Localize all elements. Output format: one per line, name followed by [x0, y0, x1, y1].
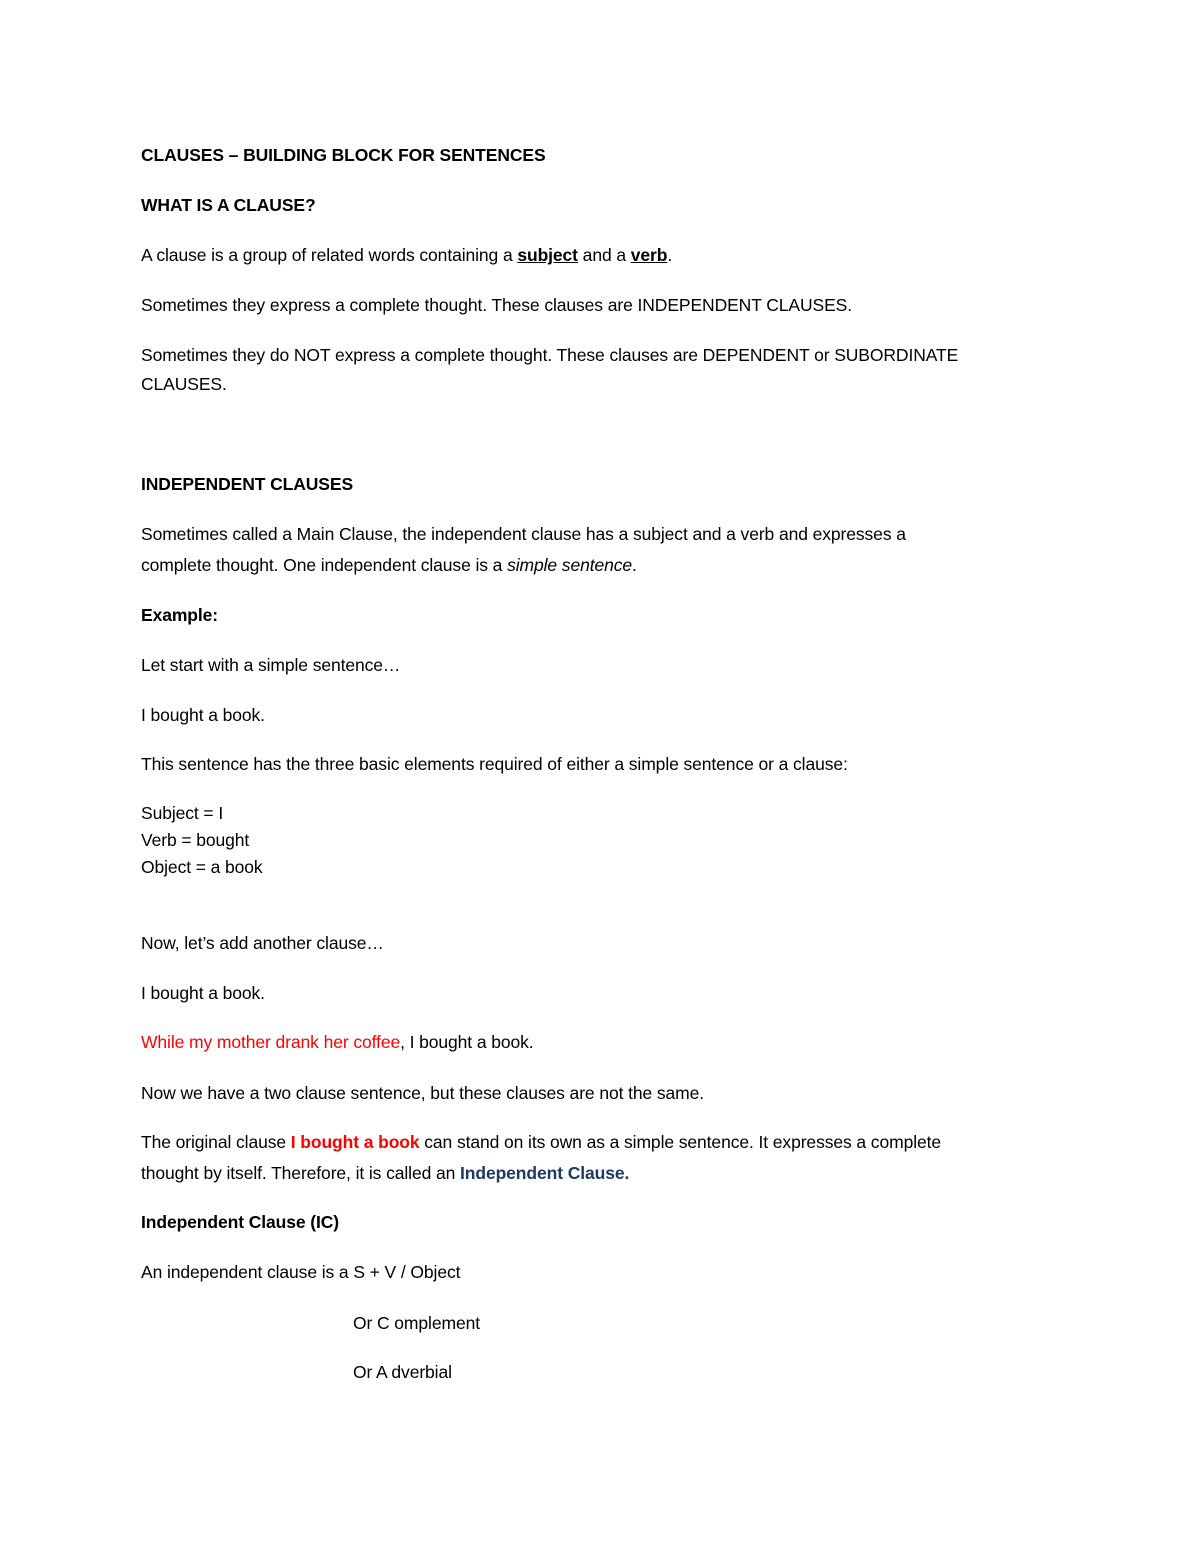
- independent-clause-term: Independent Clause.: [460, 1163, 630, 1183]
- dependent-clause-text: While my mother drank her coffee: [141, 1032, 401, 1052]
- what-is-clause-heading: WHAT IS A CLAUSE?: [141, 195, 316, 215]
- dependent-intro-line-2: CLAUSES.: [141, 374, 227, 394]
- example-sentence-2: I bought a book.: [141, 983, 265, 1003]
- example-sentence-1: I bought a book.: [141, 705, 265, 725]
- or-adverbial: Or A dverbial: [353, 1362, 452, 1382]
- definition-period: .: [667, 245, 673, 265]
- independent-clause-text: , I bought a book.: [400, 1032, 534, 1052]
- ic-description-text: complete thought. One independent clause is a: [141, 555, 508, 575]
- therefore-text: thought by itself. Therefore, it is called an: [141, 1163, 461, 1183]
- or-complement: Or C omplement: [353, 1313, 480, 1333]
- independent-intro: Sometimes they express a complete thought. These clauses are INDEPENDENT CLAUSES.: [141, 295, 853, 315]
- verb-term: verb: [630, 245, 668, 265]
- document-title: CLAUSES – BUILDING BLOCK FOR SENTENCES: [141, 145, 546, 165]
- ic-description-period: .: [632, 555, 637, 575]
- original-clause-line: [141, 1127, 941, 1158]
- example-label: Example:: [141, 605, 219, 625]
- object-line: Object = a book: [141, 857, 263, 877]
- original-clause-highlight: I bought a book: [290, 1132, 420, 1152]
- add-clause-line: Now, let’s add another clause…: [141, 933, 384, 953]
- original-continuation: can stand on its own as a simple sentence. It expresses a complete: [419, 1132, 942, 1152]
- ic-formula: An independent clause is a S + V / Object: [141, 1262, 461, 1282]
- therefore-line: [141, 1158, 629, 1189]
- ic-label: Independent Clause (IC): [141, 1212, 339, 1232]
- simple-sentence-term: simple sentence: [507, 555, 633, 575]
- subject-term: subject: [517, 245, 578, 265]
- verb-line: Verb = bought: [141, 830, 250, 850]
- ic-description-line-2: [141, 550, 637, 581]
- elements-line: This sentence has the three basic elements required of either a simple sentence or a clause:: [141, 754, 848, 774]
- definition-text: A clause is a group of related words containing a: [141, 245, 518, 265]
- combined-sentence: [141, 1027, 534, 1058]
- original-text: The original clause: [141, 1132, 291, 1152]
- dependent-intro-line-1: Sometimes they do NOT express a complete thought. These clauses are DEPENDENT or SUBORDINATE: [141, 345, 959, 365]
- clause-definition: [141, 240, 672, 271]
- ic-description-line-1: Sometimes called a Main Clause, the independent clause has a subject and a verb and expresses a: [141, 524, 906, 544]
- definition-connector: and a: [577, 245, 631, 265]
- independent-clauses-heading: INDEPENDENT CLAUSES: [141, 474, 354, 494]
- two-clause-line: Now we have a two clause sentence, but these clauses are not the same.: [141, 1083, 705, 1103]
- subject-line: Subject = I: [141, 803, 224, 823]
- start-line: Let start with a simple sentence…: [141, 655, 401, 675]
